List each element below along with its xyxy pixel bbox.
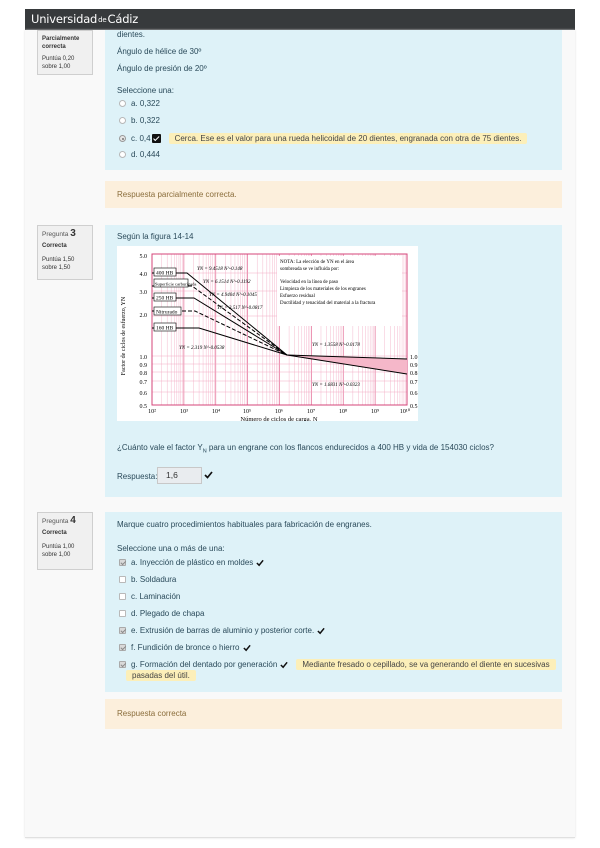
question-4-option-g[interactable]: g. Formación del dentado por generación Mediante fresado o cepillado, se va generando el diente en sucesivas [119,659,556,670]
checkbox-icon[interactable] [119,576,126,583]
y-tick-1: 1.0 [139,355,147,361]
question-2-info [37,30,93,75]
top-navbar [25,9,575,30]
question-2-option-d[interactable]: d. 0,444 [119,150,160,159]
equation-7: YN = 1.6831 N^-0.0323 [312,383,360,388]
note-line-4: Limpieza de los materiales de los engranes [280,287,366,292]
question-2-line-pressure: Ángulo de presión de 20º [117,64,207,73]
y-tick-2: 2.0 [139,313,147,319]
x-tick-1e9: 10⁹ [370,409,380,415]
y-tick-4: 4.0 [139,272,147,278]
question-4-feedback: Respuesta correcta [105,699,562,729]
right-tick-08: 0.8 [410,371,418,377]
question-4-state: Correcta [42,530,67,536]
figure-14-14 [117,246,418,421]
question-3-grade: Puntúa 1,50 sobre 1,50 [42,257,75,271]
equation-1: YN = 9.4518 N^-0.148 [197,267,243,272]
question-2-option-a[interactable]: a. 0,322 [119,99,160,108]
question-2-feedback: Respuesta parcialmente correcta. [105,181,562,208]
checkbox-checked-icon[interactable] [119,644,126,651]
label-400hb: 400 HB [156,270,174,277]
radio-icon[interactable] [119,117,126,124]
question-4-option-d[interactable]: d. Plegado de chapa [119,609,204,618]
question-3-state: Correcta [42,243,67,249]
y-tick-06: 0.6 [139,391,147,397]
note-line-3: Velocidad en la línea de paso [280,280,339,285]
x-tick-1e10: 10¹⁰ [399,409,411,415]
question-3-number: Pregunta 3 [42,228,76,239]
equation-6: YN = 1.3558 N^-0.0178 [312,343,360,348]
equation-2: YN = 6.1514 N^-0.1192 [203,280,251,285]
check-icon [152,134,161,143]
note-line-1: NOTA: La elección de YN en el área [280,260,354,265]
checkbox-icon[interactable] [119,593,126,600]
y-tick-08: 0.8 [139,371,147,377]
right-tick-1: 1.0 [410,355,418,361]
label-160hb: 160 HB [156,325,174,332]
question-4-hint-line2: pasadas del útil. [126,670,196,681]
answer-label: Respuesta: [117,472,158,481]
question-4-number: Pregunta 4 [42,515,76,526]
question-4-option-c[interactable]: c. Laminación [119,592,180,601]
equation-3: YN = 4.9404 N^-0.1045 [209,293,257,298]
question-4-text: Marque cuatro procedimientos habituales para fabricación de engranes. [117,520,372,529]
x-tick-1e7: 10⁷ [306,409,316,415]
equation-4: YN = 3.517 N^-0.0817 [217,306,263,311]
radio-icon[interactable] [119,151,126,158]
x-tick-1e5: 10⁵ [242,409,252,415]
radio-selected-icon[interactable] [119,135,126,142]
question-4-hint-line2-wrap [126,671,196,680]
note-line-2: sombreada se ve influida por: [280,267,340,272]
question-4-option-e[interactable]: e. Extrusión de barras de aluminio y posterior corte. [119,626,325,635]
label-nitrided: Nitrurado [156,309,178,316]
equation-5: YN = 2.319 N^-0.0538 [179,346,225,351]
check-icon [317,627,325,635]
x-tick-1e3: 10³ [180,409,188,415]
question-3-title: Según la figura 14-14 [117,232,194,241]
checkbox-checked-icon[interactable] [119,627,126,634]
answer-input[interactable]: 1,6 [157,467,202,484]
right-tick-06: 0.6 [410,391,418,397]
note-line-5: Esfuerzo residual [280,294,315,299]
check-icon [256,559,264,567]
question-2-line-helix: Ángulo de hélice de 30º [117,47,202,56]
check-icon [204,471,213,479]
x-tick-1e6: 10⁶ [274,409,284,415]
question-3-info [37,225,93,280]
question-3-text: ¿Cuánto vale el factor $Y_N$ para un engrane con los flancos endurecidos a 400 HB y vida de 154030 ciclos? [117,443,494,455]
y-tick-09: 0.9 [139,363,147,369]
question-4-prompt: Seleccione una o más de una: [117,544,225,553]
note-line-6: Ductilidad y tenacidad del material a la fractura [280,301,376,306]
x-axis-label: Número de ciclos de carga, N [240,416,318,421]
y-tick-3: 3.0 [139,290,147,296]
y-axis-label: Factor de ciclos de esfuerzo, YN [121,296,127,376]
x-tick-1e4: 10⁴ [211,409,221,415]
question-2-prompt: Seleccione una: [117,86,174,95]
x-tick-1e2: 10² [148,409,156,415]
right-tick-05: 0.5 [410,404,418,410]
right-tick-09: 0.9 [410,363,418,369]
cycle-factor-chart [117,246,418,421]
page-divider [25,837,575,838]
checkbox-icon[interactable] [119,610,126,617]
checkbox-checked-icon[interactable] [119,559,126,566]
checkbox-checked-icon[interactable] [119,661,126,668]
question-2-state: Parcialmente correcta [42,36,80,50]
question-4-option-a[interactable]: a. Inyección de plástico en moldes [119,558,264,567]
question-2-option-c[interactable]: c. 0,4 Cerca. Ese es el valor para una rueda helicoidal de 20 dientes, engranada con otra de 75 dientes. [119,133,527,144]
right-tick-07: 0.7 [410,380,418,386]
label-250hb: 250 HB [156,295,174,302]
label-carburized: Superficie carburizada [155,281,197,287]
question-4-option-b[interactable]: b. Soldadura [119,575,176,584]
x-tick-1e8: 10⁸ [338,409,348,415]
check-icon [243,644,251,652]
question-4-hint-line1: Mediante fresado o cepillado, se va generando el diente en sucesivas [296,659,555,670]
question-2-hint: Cerca. Ese es el valor para una rueda helicoidal de 20 dientes, engranada con otra de 75 dientes. [169,133,528,144]
y-tick-07: 0.7 [139,380,147,386]
question-2-text-top: dientes. [117,30,146,39]
y-tick-5: 5.0 [139,254,147,260]
question-4-info [37,512,93,570]
y-tick-05: 0.5 [139,404,147,410]
radio-icon[interactable] [119,100,126,107]
university-logo[interactable]: UniversidaddeCádiz [31,12,139,26]
question-4-grade: Puntúa 1,00 sobre 1,00 [42,544,75,558]
check-icon [280,661,288,669]
question-2-grade: Puntúa 0,20 sobre 1,00 [42,56,75,70]
question-4-option-f[interactable]: f. Fundición de bronce o hierro [119,643,251,652]
question-2-option-b[interactable]: b. 0,322 [119,116,160,125]
